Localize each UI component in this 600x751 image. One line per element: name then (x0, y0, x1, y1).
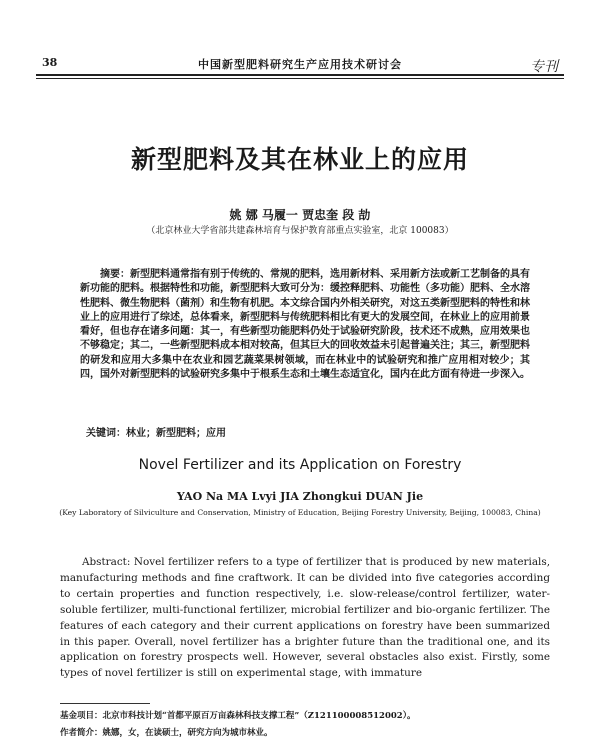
affiliation-cn: （北京林业大学省部共建森林培育与保护教育部重点实验室，北京 100083） (146, 226, 454, 236)
running-header-section: 专刊 (530, 59, 558, 75)
abstract-cn: 摘要：新型肥料通常指有别于传统的、常规的肥料，选用新材料、采用新方法或新工艺制备的具有新功能的肥料。根据特性和功能，新型肥料大致可分为：缓控释肥料、功能性（多功能）肥料、全水溶性肥料、微生物肥料（菌剂）和生物有机肥。本文综合国内外相关研究，对这五类新型肥料的特性和林业上的应用进行了综述，总体看来，新型肥料与传统肥料相比有更大的发展空间，在林业上的应用前景看好，但也存在诸多问题：其一，有些新型功能肥料仍处于试验研究阶段，技术还不成熟，应用效果也不够稳定；其二，一些新型肥料成本相对较高，但其巨大的回收效益未引起普遍关注；其三，新型肥料的研发和应用大多集中在农业和园艺蔬菜果树领域，而在林业中的试验研究和推广应用相对较少；其四，国外对新型肥料的试验研究多集中于根系生态和土壤生态适宜化，国内在此方面有待进一步深入。 (80, 269, 530, 381)
footnote-author: 作者简介：姚娜，女，在读硕士，研究方向为城市林业。 (60, 728, 273, 738)
abstract-en: Abstract: Novel fertilizer refers to a type of fertilizer that is produced by new materials, manufacturing methods and fine craftwork. It can be divided into five categories according to certain properties and function respectively, i.e. slow-release/control fertilizer, water-soluble fertilizer, multi-functional fertilizer, microbial fertilizer and bio-organic fertilizer. The features of each category and their current applications on forestry have been summarized in this paper. Overall, novel fertilizer has a brighter future than the traditional one, and its application on forestry prospects well. However, several obstacles also exist. Firstly, some types of novel fertilizer is still on experimental stage, with immature (60, 556, 550, 680)
keywords-cn: 关键词：林业；新型肥料；应用 (86, 428, 226, 439)
header-rule-thick (36, 74, 564, 76)
authors-en: YAO Na MA Lvyi JIA Zhongkui DUAN Jie (176, 490, 424, 503)
affiliation-en: (Key Laboratory of Silviculture and Conservation, Ministry of Education, Beijing Forestry University, Beijing, 100083, China) (59, 508, 541, 517)
running-header-journal: 中国新型肥料研究生产应用技术研讨会 (198, 58, 402, 71)
footnote-rule (60, 703, 150, 704)
paper-title-cn: 新型肥料及其在林业上的应用 (130, 145, 469, 174)
page-number: 38 (42, 56, 58, 69)
authors-cn: 姚 娜 马履一 贾忠奎 段 劼 (229, 208, 371, 222)
footnote-fund: 基金项目：北京市科技计划“首都平原百万亩森林科技支撑工程”（Z121100008512002）。 (60, 711, 416, 721)
paper-title-en: Novel Fertilizer and its Application on Forestry (138, 457, 462, 473)
header-rule-thin (36, 78, 564, 79)
